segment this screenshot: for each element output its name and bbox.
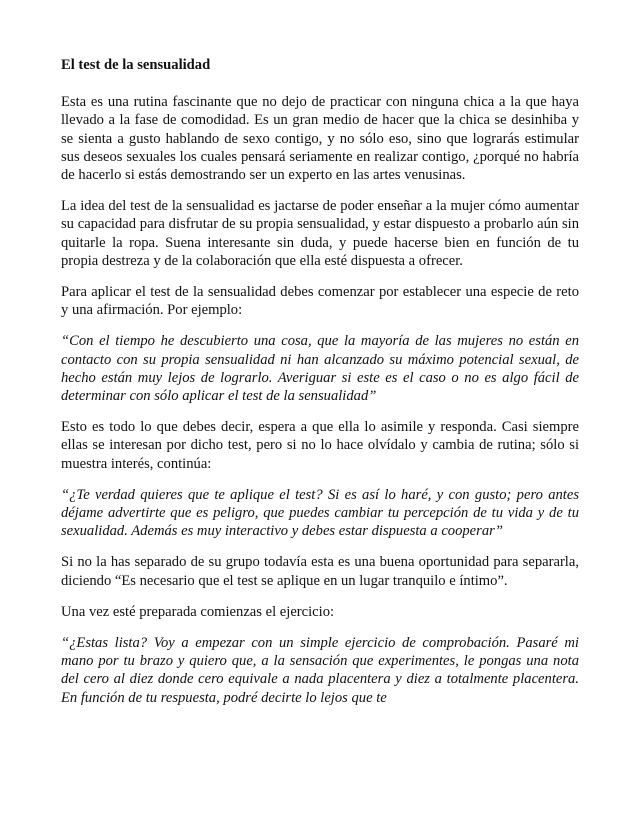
paragraph-separate: Si no la has separado de su grupo todavía esta es una buena oportunidad para separarla, diciendo “Es necesario que el test se aplique en un lugar tranquilo e íntimo”. [61,554,579,589]
quote-exercise: “¿Estas lista? Voy a empezar con un simple ejercicio de comprobación. Pasaré mi mano por tu brazo y quiero que, a la sensación que experimentes, le pongas una nota del cero al diez donde cero equivale a nada placentera y diez a totalmente placentera. En función de tu respuesta, podré decirte lo lejos que te [61,635,579,706]
paragraph-how-to-apply: Para aplicar el test de la sensualidad debes comenzar por establecer una especie de reto y una afirmación. Por ejemplo: [61,284,579,319]
quote-discovery: “Con el tiempo he descubierto una cosa, que la mayoría de las mujeres no están en contacto con su propia sensualidad ni han alcanzado su máximo potencial sexual, de hecho están muy lejos de lograrlo. Averiguar si este es el caso o no es algo fácil de determinar con sólo aplicar el test de la sensualidad” [61,333,579,405]
paragraph-idea: La idea del test de la sensualidad es jactarse de poder enseñar a la mujer cómo aumentar su capacidad para disfrutar de su propia sensualidad, y estar dispuesto a probarlo aún sin quitarle la ropa. Suena interesante sin duda, y puede hacerse bien en función de tu propia destreza y de la colaboración que ella esté dispuesta a ofrecer. [61,198,579,269]
document-title: El test de la sensualidad [61,57,211,73]
paragraph-intro: Esta es una rutina fascinante que no dejo de practicar con ninguna chica a la que haya llevado a la fase de comodidad. Es un gran medio de hacer que la chica se desinhiba y se sienta a gusto hablando de sexo contigo, y no sólo eso, sino que lograrás estimular sus deseos sexuales los cuales pensará seriamente en realizar contigo, ¿porqué no habría de hacerlo si estás demostrando ser un experto en las artes venusinas. [61,94,579,184]
document-page [61,56,579,707]
paragraph-begin: Una vez esté preparada comienzas el ejercicio: [61,603,335,620]
quote-warning: “¿Te verdad quieres que te aplique el test? Si es así lo haré, y con gusto; pero antes déjame advertirte que es peligro, que puedes cambiar tu percepción de tu vida y de tu sexualidad. Además es muy interactivo y debes estar dispuesta a cooperar” [61,486,579,540]
paragraph-wait-response: Esto es todo lo que debes decir, espera a que ella lo asimile y responda. Casi siempre ellas se interesan por dicho test, pero si no lo hace olvídalo y cambia de rutina; sólo si muestra interés, continúa: [61,419,579,472]
